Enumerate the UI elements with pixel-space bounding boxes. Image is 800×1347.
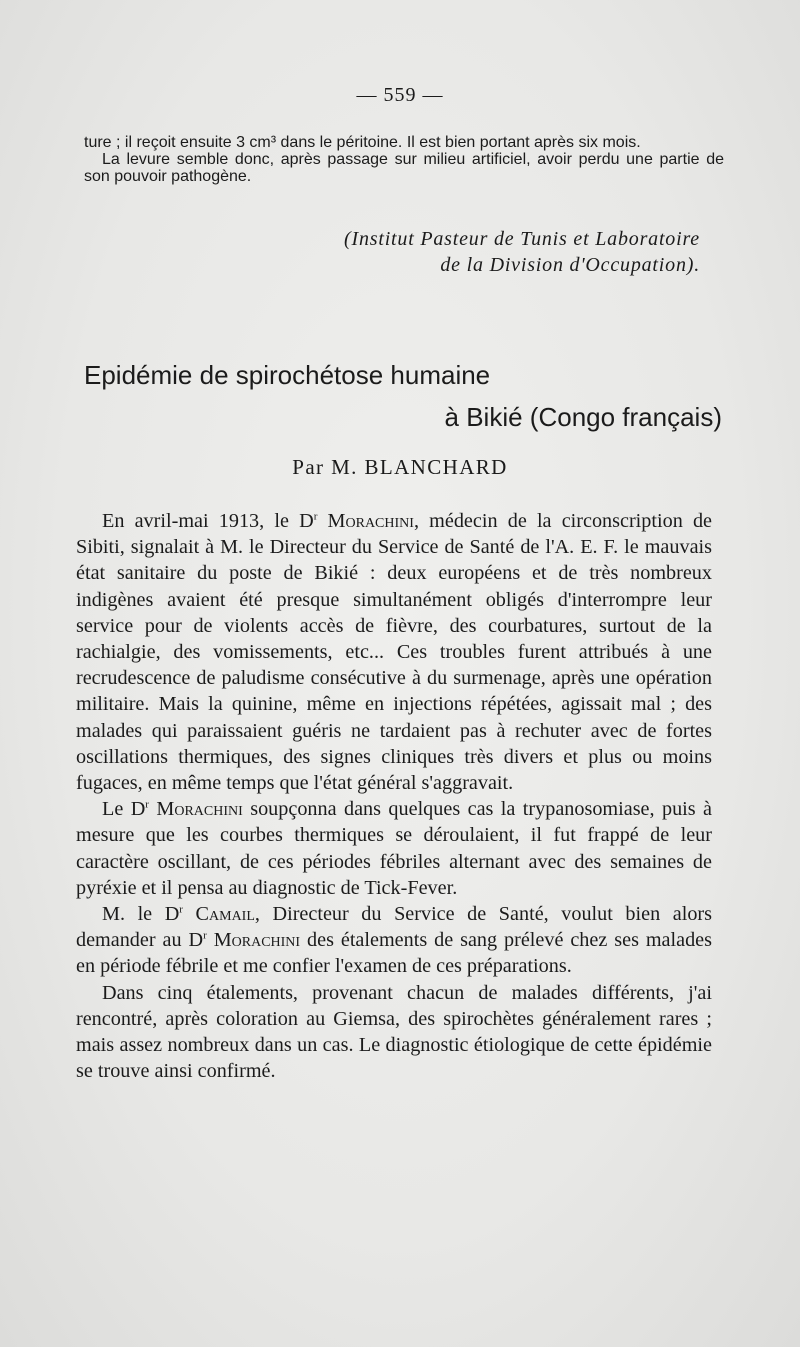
article-body [76, 508, 712, 1084]
body-paragraph: Dans cinq étalements, provenant chacun de malades différents, j'ai rencontré, après coloration au Giemsa, des spirochètes généralement rares ; mais assez nombreux dans un cas. Le diagnostic étiologique de cette épidémie se trouve ainsi confirmé. [76, 981, 712, 1083]
signature-line: (Institut Pasteur de Tunis et Laboratoire [344, 228, 700, 250]
body-paragraph: En avril-mai 1913, le $D^r$ Morachini, médecin de la circonscription de Sibiti, signalait à M. le Directeur du Service de Santé de l'A. E. F. le mauvais état sanitaire du poste de Bikié : deux européens et de très nombreux indigènes avaient été presque simultanément obligés d'interrompre leur service pour de violents accès de fièvre, des courbatures, surtout de la rachialgie, des vomissements, etc... Ces troubles furent attribués à une recrudescence de paludisme consécutive à du surmenage, après une opération militaire. Mais la quinine, même en injections répétées, agissait mal ; des malades qui paraissaient guéris ne tardaient pas à rechuter avec de fortes oscillations thermiques, des signes cliniques très divers et plus ou moins fugaces, en même temps que l'état général s'aggravait. [76, 510, 713, 795]
title-line: à Bikié (Congo français) [444, 402, 722, 432]
text-paragraph: ture ; il reçoit ensuite 3 cm³ dans le péritoine. Il est bien portant après six mois. [84, 134, 641, 151]
text-paragraph: La levure semble donc, après passage sur milieu artificiel, avoir perdu une partie de son pouvoir pathogène. [84, 151, 724, 185]
article-title [84, 354, 722, 438]
previous-article-ending [84, 134, 724, 185]
institution-signature [84, 226, 700, 278]
signature-line: de la Division d'Occupation). [440, 254, 700, 276]
body-paragraph: M. le $D^r$ Camail, Directeur du Service de Santé, voulut bien alors demander au $D^r$ Morachini des étalements de sang prélevé chez ses malades en période fébrile et me confier l'examen de ces préparations. [76, 903, 712, 978]
body-paragraph: Le $D^r$ Morachini soupçonna dans quelques cas la trypanosomiase, puis à mesure que les courbes thermiques se déroulaient, il fut frappé de leur caractère oscillant, de ces périodes fébriles alternant avec des semaines de pyréxie et il pensa au diagnostic de Tick-Fever. [76, 798, 713, 899]
title-line: Epidémie de spirochétose humaine [84, 360, 491, 390]
article-author: Par M. BLANCHARD [292, 455, 508, 479]
page-number: — 559 — [356, 84, 444, 106]
